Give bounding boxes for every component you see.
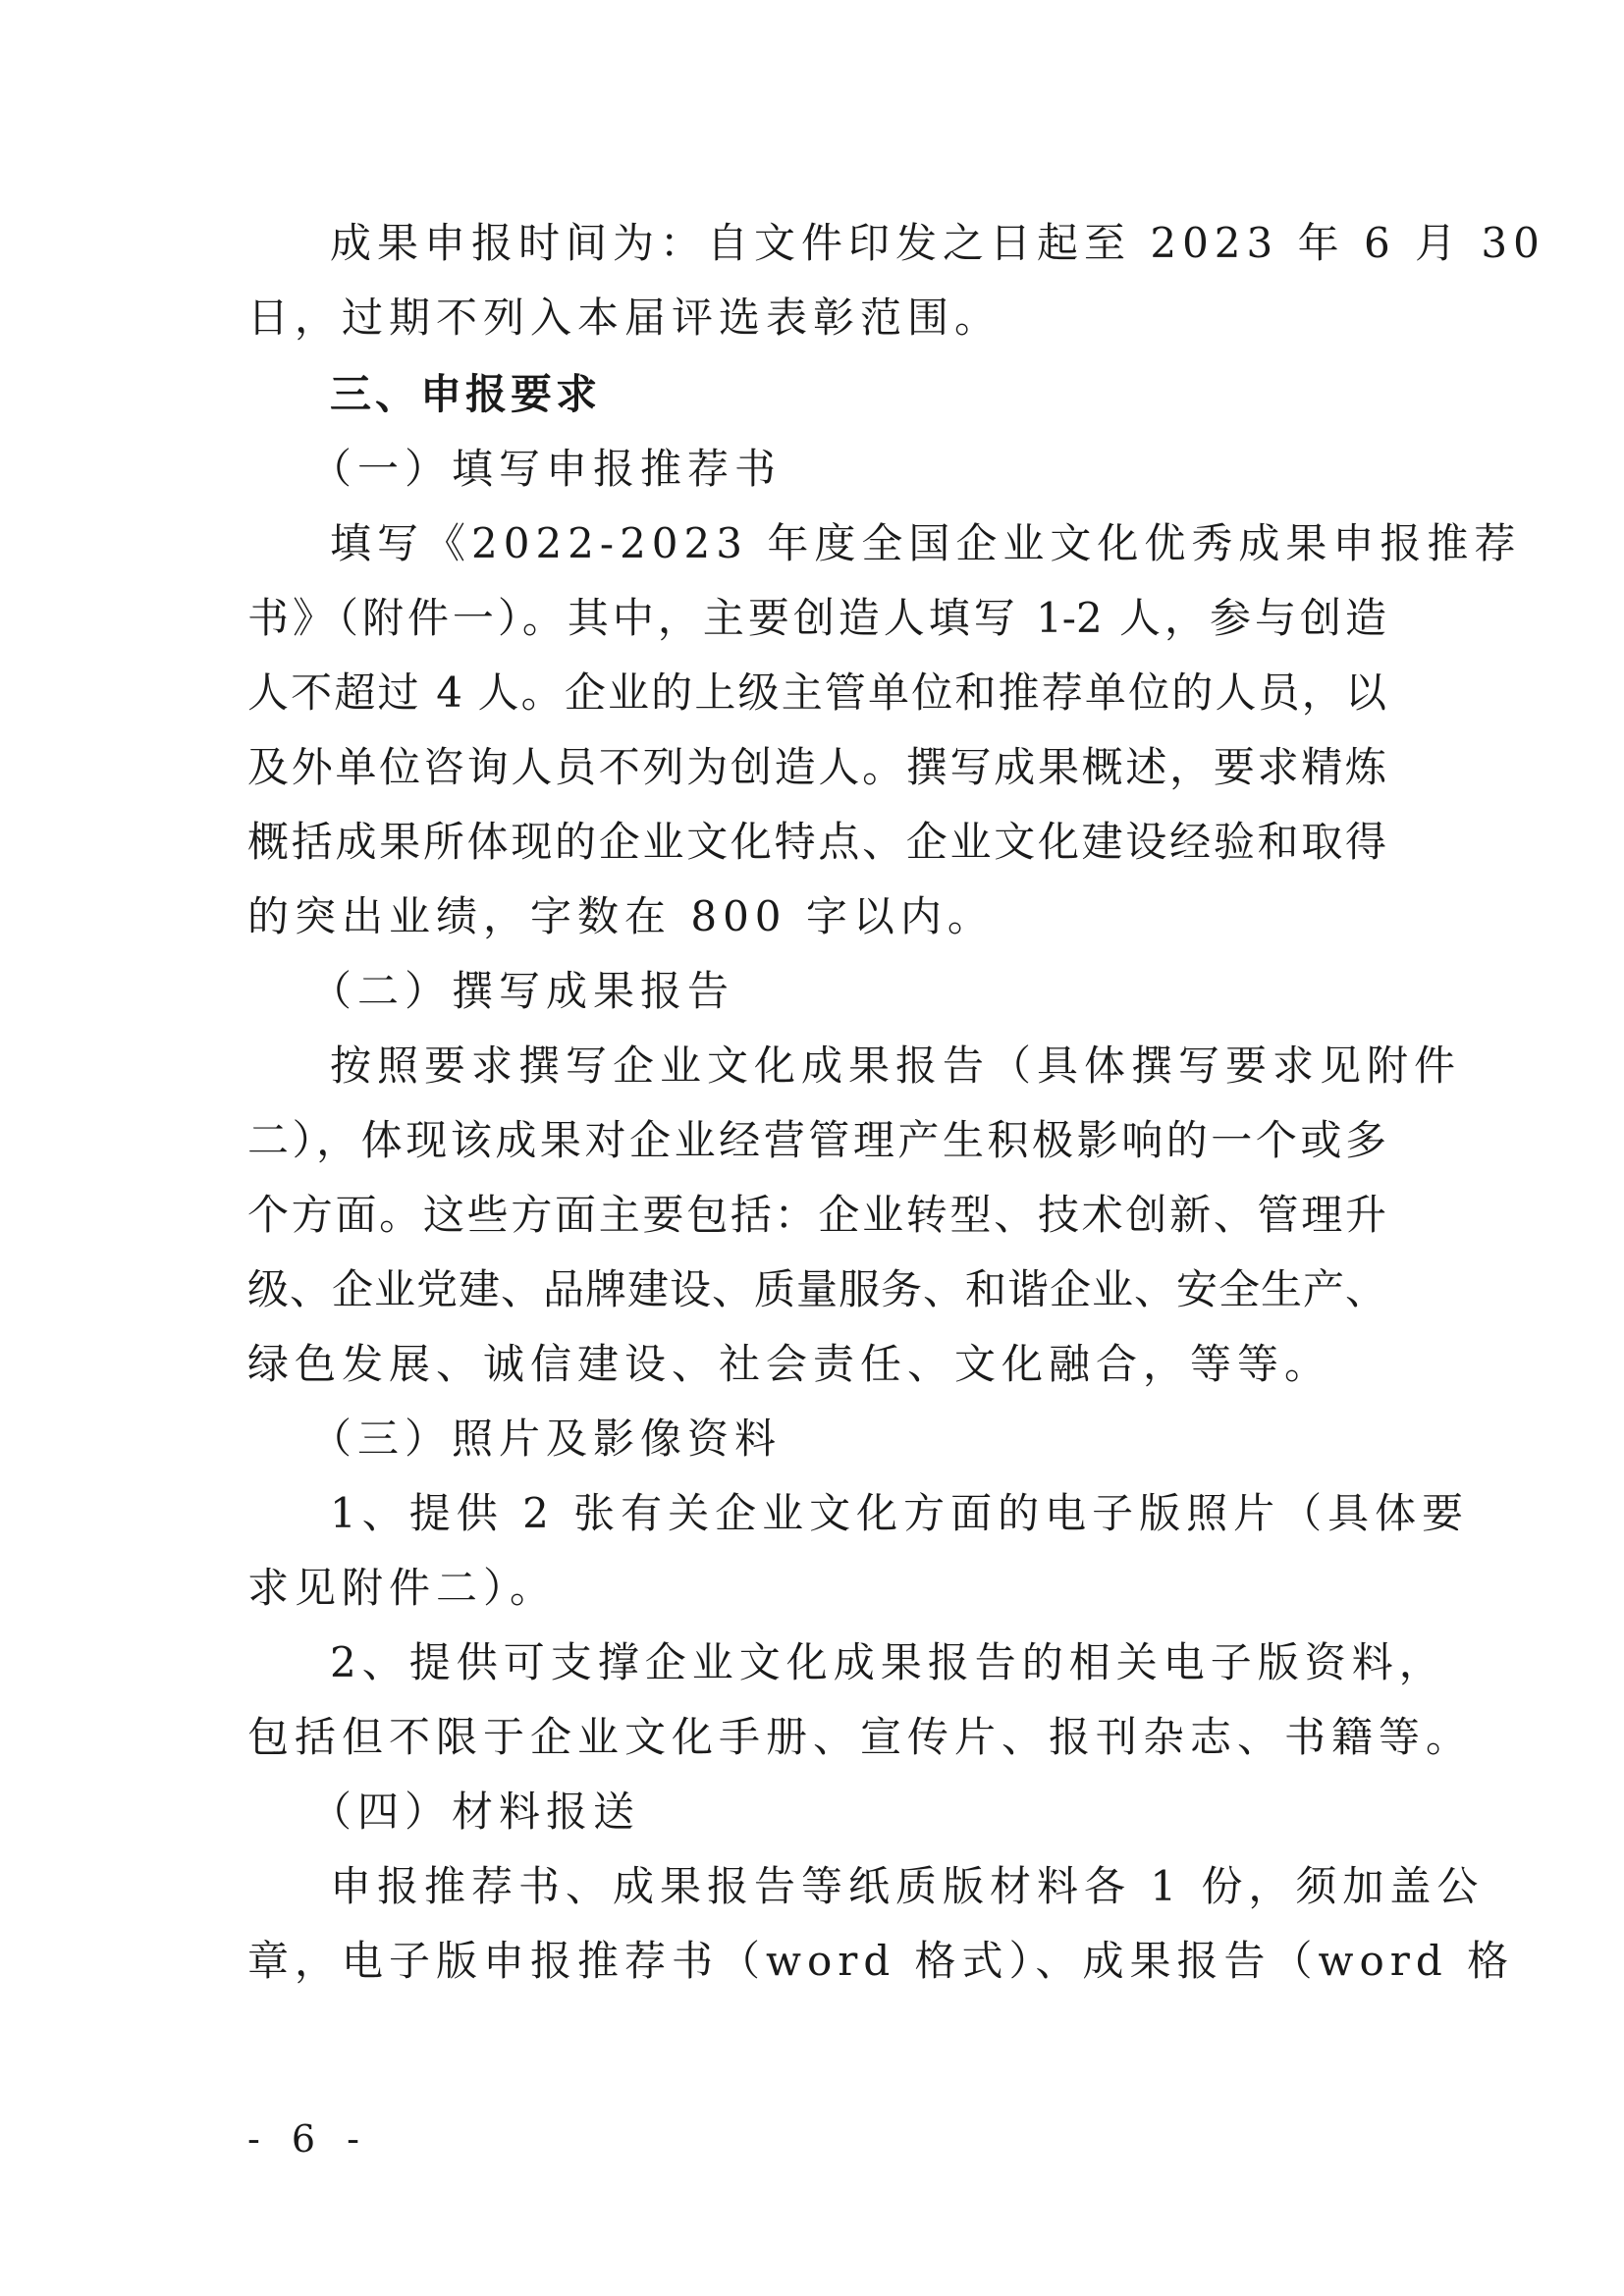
text-line-7: 概括成果所体现的企业文化特点、企业文化建设经验和取得 (247, 818, 1386, 866)
subsection-heading-3: （三）照片及影像资料 (310, 1415, 783, 1463)
text-line-8: 的突出业绩，字数在 800 字以内。 (247, 892, 995, 940)
text-line-12: 级、企业党建、品牌建设、质量服务、和谐企业、安全生产、 (247, 1265, 1386, 1313)
text-line-17: 包括但不限于企业文化手册、宣传片、报刊杂志、书籍等。 (247, 1713, 1474, 1761)
text-line-2: 日，过期不列入本届评选表彰范围。 (247, 294, 1002, 342)
subsection-heading-2: （二）撰写成果报告 (310, 967, 735, 1015)
subsection-heading-1: （一）填写申报推荐书 (310, 445, 783, 493)
text-line-14: 1、提供 2 张有关企业文化方面的电子版照片（具体要 (330, 1489, 1470, 1537)
text-line-3: 填写《2022-2023 年度全国企业文化优秀成果申报推荐 (330, 519, 1522, 567)
page-number: - 6 - (247, 2117, 370, 2161)
text-line-4: 书》（附件一）。其中，主要创造人填写 1-2 人，参与创造 (247, 594, 1386, 642)
text-line-10: 二），体现该成果对企业经营管理产生积极影响的一个或多 (247, 1116, 1386, 1164)
text-line-19: 章，电子版申报推荐书（word 格式）、成果报告（word 格 (247, 1937, 1515, 1985)
text-line-15: 求见附件二）。 (247, 1564, 558, 1612)
text-line-18: 申报推荐书、成果报告等纸质版材料各 1 份，须加盖公 (330, 1862, 1485, 1910)
section-heading: 三、申报要求 (330, 370, 602, 418)
text-line-16: 2、提供可支撑企业文化成果报告的相关电子版资料， (330, 1638, 1446, 1686)
text-line-6: 及外单位咨询人员不列为创造人。撰写成果概述，要求精炼 (247, 743, 1386, 791)
subsection-heading-4: （四）材料报送 (310, 1788, 641, 1836)
text-line-9: 按照要求撰写企业文化成果报告（具体撰写要求见附件 (330, 1041, 1462, 1090)
text-line-13: 绿色发展、诚信建设、社会责任、文化融合，等等。 (247, 1340, 1332, 1388)
text-line-5: 人不超过 4 人。企业的上级主管单位和推荐单位的人员，以 (247, 668, 1386, 717)
text-line-1: 成果申报时间为：自文件印发之日起至 2023 年 6 月 30 (330, 219, 1545, 267)
text-line-11: 个方面。这些方面主要包括：企业转型、技术创新、管理升 (247, 1191, 1386, 1239)
